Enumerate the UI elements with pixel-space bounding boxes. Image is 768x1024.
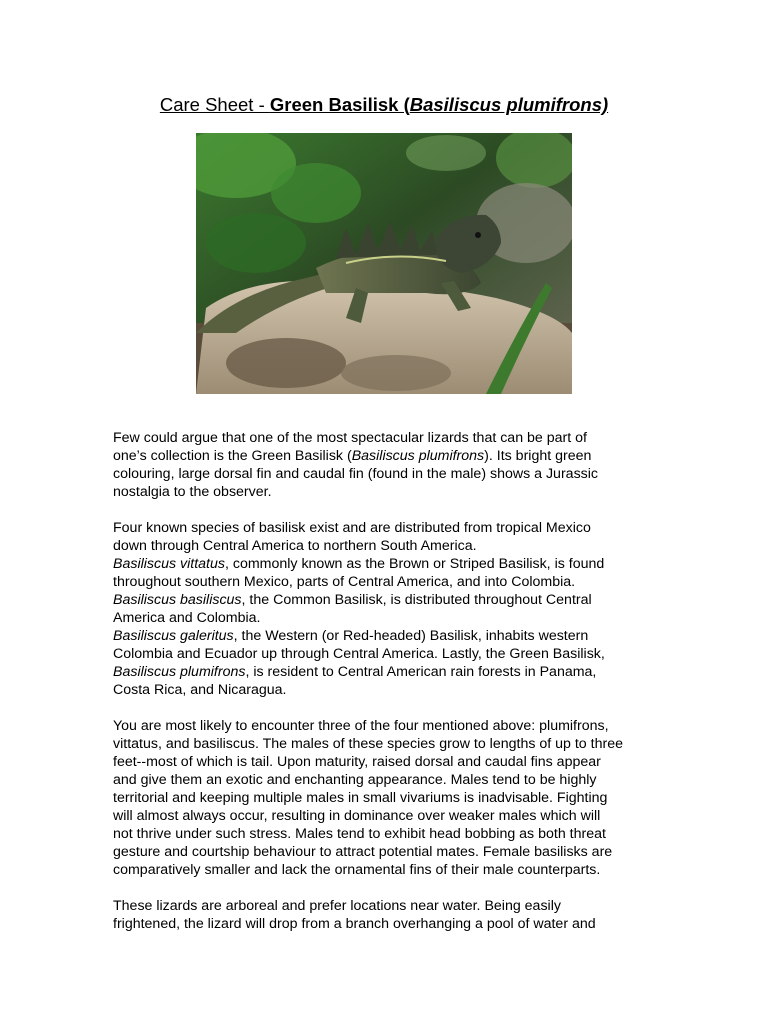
text-line xyxy=(113,483,673,501)
text-line xyxy=(113,537,673,555)
page-title xyxy=(0,93,768,117)
scientific-name: Basiliscus galeritus xyxy=(113,628,234,644)
text-run: colouring, large dorsal fin and caudal fin (found in the male) shows a Jurassic xyxy=(113,466,599,482)
text-line xyxy=(113,807,673,825)
text-run: comparatively smaller and lack the ornamental fins of their male counterparts. xyxy=(113,862,601,878)
text-line xyxy=(113,753,673,771)
paragraph-males xyxy=(113,717,673,879)
green-basilisk-photo xyxy=(196,133,572,394)
article-body xyxy=(113,429,673,951)
text-run: feet--most of which is tail. Upon maturity, raised dorsal and caudal fins appear xyxy=(113,754,601,770)
text-run: America and Colombia. xyxy=(113,610,261,626)
scientific-name: Basiliscus vittatus xyxy=(113,556,225,572)
text-line xyxy=(113,843,673,861)
text-run: not thrive under such stress. Males tend to exhibit head bobbing as both threat xyxy=(113,826,606,842)
text-line xyxy=(113,645,673,663)
text-line xyxy=(113,771,673,789)
text-line xyxy=(113,429,673,447)
text-run: , the Common Basilisk, is distributed throughout Central xyxy=(241,592,592,608)
text-run: Colombia and Ecuador up through Central America. Lastly, the Green Basilisk, xyxy=(113,646,605,662)
basilisk-illustration xyxy=(196,133,572,394)
text-line xyxy=(113,465,673,483)
text-run: one’s collection is the Green Basilisk ( xyxy=(113,448,352,464)
text-run: and give them an exotic and enchanting appearance. Males tend to be highly xyxy=(113,772,597,788)
text-run: gesture and courtship behaviour to attract potential mates. Female basilisks are xyxy=(113,844,613,860)
text-line xyxy=(113,897,673,915)
scientific-name: Basiliscus plumifrons xyxy=(113,664,246,680)
text-line xyxy=(113,573,673,591)
title-prefix: Care Sheet - xyxy=(159,94,270,115)
text-line xyxy=(113,447,673,465)
text-run: Costa Rica, and Nicaragua. xyxy=(113,682,287,698)
text-run: , the Western (or Red-headed) Basilisk, inhabits western xyxy=(233,628,589,644)
text-line xyxy=(113,519,673,537)
text-line xyxy=(113,555,673,573)
text-line xyxy=(113,861,673,879)
title-scientific-name: Basiliscus plumifrons) xyxy=(409,94,609,115)
text-run: Four known species of basilisk exist and are distributed from tropical Mexico xyxy=(113,520,591,536)
text-run: nostalgia to the observer. xyxy=(113,484,272,500)
text-line xyxy=(113,825,673,843)
text-run: You are most likely to encounter three of the four mentioned above: plumifrons, xyxy=(113,718,609,734)
text-line xyxy=(113,717,673,735)
text-line xyxy=(113,915,673,933)
title-common-name: Green Basilisk ( xyxy=(269,94,410,115)
paragraph-intro xyxy=(113,429,673,501)
text-run: ). Its bright green xyxy=(484,448,592,464)
text-run: , is resident to Central American rain forests in Panama, xyxy=(245,664,597,680)
text-run: will almost always occur, resulting in dominance over weaker males which will xyxy=(113,808,601,824)
text-run: Few could argue that one of the most spectacular lizards that can be part of xyxy=(113,430,587,446)
text-run: , commonly known as the Brown or Striped Basilisk, is found xyxy=(224,556,605,572)
paragraph-habitat xyxy=(113,897,673,933)
text-line xyxy=(113,681,673,699)
text-line xyxy=(113,627,673,645)
paragraph-species xyxy=(113,519,673,699)
text-run: vittatus, and basiliscus. The males of these species grow to lengths of up to three xyxy=(113,736,623,752)
text-line xyxy=(113,789,673,807)
text-run: territorial and keeping multiple males in small vivariums is inadvisable. Fighting xyxy=(113,790,608,806)
text-run: throughout southern Mexico, parts of Central America, and into Colombia. xyxy=(113,574,576,590)
scientific-name: Basiliscus plumifrons xyxy=(351,448,485,464)
text-run: These lizards are arboreal and prefer locations near water. Being easily xyxy=(113,898,561,914)
text-line xyxy=(113,735,673,753)
text-line xyxy=(113,591,673,609)
text-line xyxy=(113,663,673,681)
text-run: frightened, the lizard will drop from a branch overhanging a pool of water and xyxy=(113,916,596,932)
text-line xyxy=(113,609,673,627)
scientific-name: Basiliscus basiliscus xyxy=(113,592,242,608)
text-run: down through Central America to northern South America. xyxy=(113,538,477,554)
